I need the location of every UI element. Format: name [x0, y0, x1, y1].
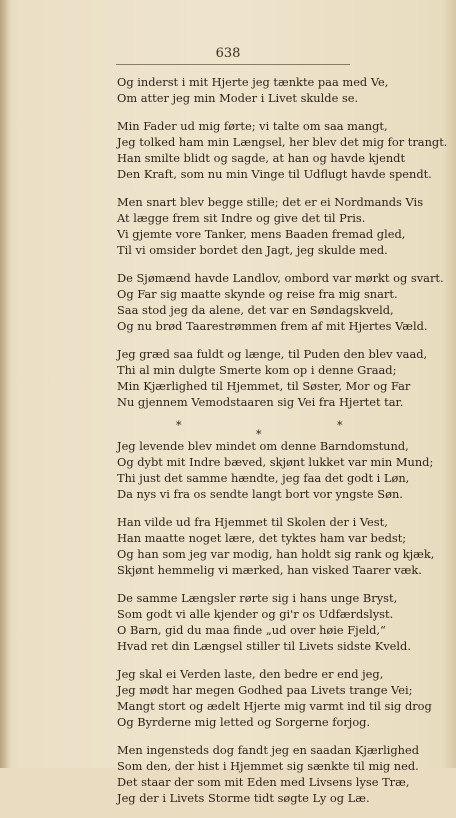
header-rule — [116, 64, 350, 65]
poem-line: At lægge frem sit Indre og give det til Pris. — [117, 210, 366, 225]
poem-line: Vi gjemte vore Tanker, mens Baaden fremad gled, — [117, 227, 406, 241]
asterisk: * — [337, 418, 343, 432]
poem-line: Den Kraft, som nu min Vinge til Udflugt havde spendt. — [117, 167, 432, 182]
poem-line: Mangt stort og ædelt Hjerte mig varmt ind til sig drog — [117, 699, 432, 713]
poem-line: Min Kjærlighed til Hjemmet, til Søster, Mor og Far — [117, 379, 411, 393]
poem-line: Jeg tolked ham min Længsel, her blev det mig for trangt. — [117, 134, 448, 149]
poem-line: Og dybt mit Indre bæved, skjønt lukket var min Mund; — [117, 454, 434, 469]
poem-body — [117, 74, 448, 818]
poem-line: Han maatte noget lære, det tyktes ham var bedst; — [117, 530, 407, 545]
poem-line: Og inderst i mit Hjerte jeg tænkte paa med Ve, — [117, 75, 389, 89]
stanza — [117, 270, 444, 335]
poem-line: Thi just det samme hændte, jeg faa det godt i Løn, — [117, 471, 410, 485]
poem-line: Og nu brød Taarestrømmen frem af mit Hjertes Væld. — [117, 319, 428, 334]
stanza — [117, 742, 420, 807]
poem-line: Men snart blev begge stille; det er ei Nordmands Vis — [117, 194, 424, 209]
poem-line: Som godt vi alle kjender og gi'r os Udfærdslyst. — [117, 606, 394, 621]
poem-line: Saa stod jeg da alene, det var en Søndagskveld, — [117, 303, 394, 317]
poem-line: Og han som jeg var modig, han holdt sig rank og kjæk, — [117, 547, 435, 561]
stanza — [117, 346, 428, 411]
stanza — [117, 438, 434, 503]
poem-line: De samme Længsler rørte sig i hans unge Bryst, — [117, 590, 398, 605]
poem-line: Skjønt hemmelig vi mærked, han visked Taarer væk. — [117, 563, 422, 578]
poem-line: Da nys vi fra os sendte langt bort vor yngste Søn. — [117, 487, 403, 502]
poem-line: Jeg der i Livets Storme tidt søgte Ly og Læ. — [117, 791, 370, 806]
poem-line: O Barn, gid du maa finde „ud over høie Fjeld,“ — [117, 623, 386, 637]
poem-line: Men ingensteds dog fandt jeg en saadan Kjærlighed — [117, 742, 420, 757]
poem-line: Hvad ret din Længsel stiller til Livets sidste Kveld. — [117, 639, 411, 654]
poem-line: Og Far sig maatte skynde og reise fra mig snart. — [117, 286, 398, 301]
poem-line: Han vilde ud fra Hjemmet til Skolen der i Vest, — [117, 514, 388, 529]
poem-line: Om atter jeg min Moder i Livet skulde se. — [117, 91, 359, 106]
page-spine-shadow — [0, 0, 10, 768]
poem-line: Thi al min dulgte Smerte kom op i denne Graad; — [117, 362, 397, 377]
poem-line: Han smilte blidt og sagde, at han og havde kjendt — [117, 151, 406, 165]
poem-line: Som den, der hist i Hjemmet sig sænkte til mig ned. — [117, 758, 419, 773]
poem-line: Jeg skal ei Verden laste, den bedre er end jeg, — [117, 666, 384, 681]
poem-line: Jeg levende blev mindet om denne Barndomstund, — [117, 438, 409, 453]
poem-line: De Sjømænd havde Landlov, ombord var mørkt og svart. — [117, 270, 444, 285]
stanza — [117, 590, 417, 655]
stanza — [117, 118, 448, 183]
poem-line: Jeg mødt har megen Godhed paa Livets trange Vei; — [117, 682, 413, 697]
stanza — [117, 194, 424, 259]
section-divider-asterisks — [117, 418, 417, 441]
page-number: 638 — [215, 46, 241, 61]
poem-line: Nu gjennem Vemodstaaren sig Vei fra Hjertet tar. — [117, 395, 404, 410]
asterisk: * — [176, 418, 182, 432]
asterisk: * — [256, 427, 262, 441]
stanza — [117, 666, 432, 731]
poem-line: Og Byrderne mig letted og Sorgerne forjog. — [117, 715, 371, 730]
stanza — [117, 74, 417, 106]
poem-line: Jeg græd saa fuldt og længe, til Puden den blev vaad, — [117, 346, 428, 361]
poem-line: Min Fader ud mig førte; vi talte om saa mangt, — [117, 118, 388, 133]
poem-line: Til vi omsider bordet den Jagt, jeg skulde med. — [117, 243, 388, 258]
poem-line: Det staar der som mit Eden med Livsens lyse Træ, — [117, 775, 410, 789]
stanza — [117, 514, 435, 579]
